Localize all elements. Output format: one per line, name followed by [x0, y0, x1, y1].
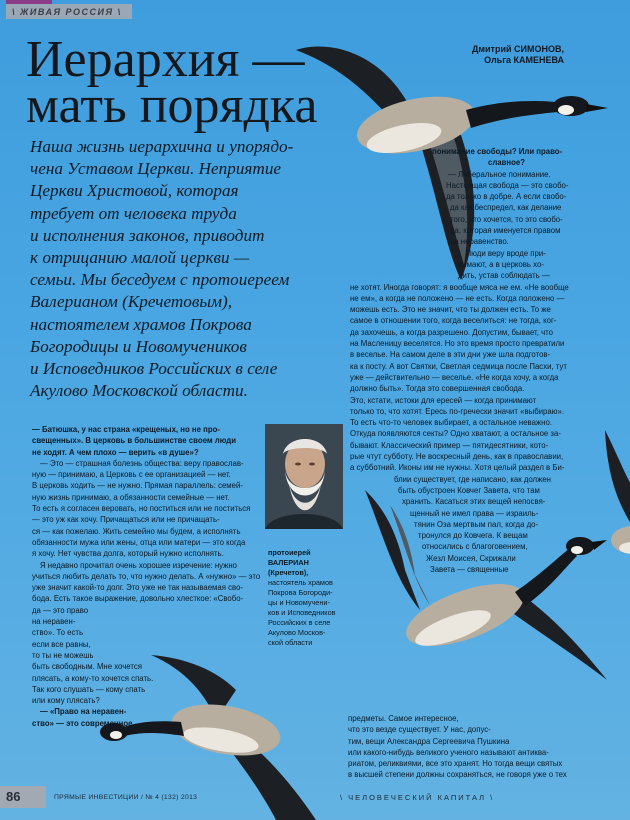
text-line: или кому плясать? — [32, 696, 100, 706]
author-2: Ольга КАМЕНЕВА — [484, 55, 564, 65]
text-line: тянин Оза мертвым пал, когда до- — [414, 519, 539, 529]
lead-line: к отрицанию малой церкви — — [30, 248, 250, 268]
text-line: Настоящая свобода — это свобо- — [446, 180, 569, 190]
text-line: славное? — [488, 158, 525, 168]
text-line: Люди веру вроде при- — [466, 248, 546, 258]
text-line: — Либеральное понимание. — [448, 169, 551, 179]
caption-text-line: ской области — [268, 638, 313, 647]
lead-line: Наша жизнь иерархична и упорядо- — [30, 137, 294, 156]
text-line: не ходят. А чем плохо — верить «в душе»? — [32, 447, 199, 457]
text-line: что это везде существует. У нас, допус- — [348, 725, 491, 735]
text-line: — это уж как хочу. Причащаться или не причащать- — [32, 515, 220, 525]
text-line: плясать, а кому-то хочется спать. — [32, 673, 154, 683]
text-line: Это, кстати, истоки для ересей — когда принимают — [350, 395, 537, 405]
text-line: Откуда появляются секты? Одно хватают, а остальное за- — [350, 429, 561, 439]
text-line: ство» — это современное — [32, 718, 133, 728]
lead-line: Валерианом (Кречетовым), — [30, 292, 232, 312]
text-line: уже — действительно — веселье. «Не когда хочу, а когда — [350, 372, 559, 382]
text-line: ка к посту. А вот Святки, Светлая седмица после Пасхи, тут — [350, 361, 567, 371]
text-line: бывают. Классический пример — пятидесятники, кото- — [350, 440, 549, 450]
text-line: самое в отношении того, когда веселиться: не тогда, ког- — [350, 316, 557, 326]
text-line: щенный не имел права — израиль- — [410, 508, 539, 518]
text-line: да, которая именуется правом — [450, 226, 561, 236]
text-line: да захочешь, а когда разрешено. Допустим, бывает, что — [350, 327, 553, 337]
text-line: — Батюшка, у нас страна «крещеных, но не про- — [32, 425, 220, 434]
lead-line: Акулово Московской области. — [30, 381, 248, 401]
text-line: быть обустроен Ковчег Завета, что там — [398, 485, 540, 495]
text-line: свещенных». В церковь в большинстве своем люди — [32, 436, 237, 446]
byline — [472, 44, 564, 66]
text-line: я хочу. Нет чувства долга, который нужно исполнять. — [32, 549, 224, 559]
footer-section-title: \ ЧЕЛОВЕЧЕСКИЙ КАПИТАЛ \ — [340, 793, 495, 802]
text-line: ную жизнь принимаю, а обязанности семейные — нет. — [32, 492, 230, 502]
text-line: тронулся до Ковчега. К вещам — [418, 531, 528, 541]
text-line: уже значит какой-то долг. Это уже не так называемая сво- — [32, 583, 244, 593]
text-line: в высшей степени должны сохраняться, не говоря уже о тех — [348, 770, 567, 780]
text-line: В церковь ходить — не нужно. Прямая параллель: семей- — [32, 481, 243, 491]
text-line: бода. Есть такое выражение, довольно хлесткое: «Свобо- — [32, 594, 244, 604]
page-title-line-1: Иерархия — — [26, 31, 305, 88]
text-line: — Это — страшная болезнь общества: веру православ- — [40, 458, 244, 468]
text-line: дить, устав соблюдать — — [458, 271, 550, 281]
lead-paragraph — [30, 136, 330, 402]
caption-text-line: Покрова Богороди- — [268, 588, 333, 597]
lead-line: семьи. Мы беседуем с протоиереем — [30, 270, 290, 290]
text-line: Завета — священные — [430, 564, 509, 574]
text-line: на Масленицу веселятся. Но это время просто превратили — [350, 339, 565, 349]
text-line: Так кого слушать — кому спать — [32, 684, 146, 694]
text-line: а субботний. Иконы им не нужны. Хотя целый раздел в Би- — [350, 463, 565, 473]
lead-line: и Исповедников Российских в селе — [30, 359, 278, 379]
text-line: — «Право на неравен- — [40, 707, 127, 717]
text-line: хранить. Касаться этих вещей непосвя- — [402, 497, 546, 507]
article-column-left — [32, 424, 261, 729]
flying-goose-illustration — [595, 420, 630, 570]
caption-text-line: цы и Новомучени- — [268, 598, 330, 607]
lead-line: Церкви Христовой, которая — [30, 181, 239, 201]
text-line: на неравен- — [32, 617, 76, 627]
text-line: обязанности мужа или жены, отца или матери — это когда — [32, 537, 246, 547]
text-line: Жезл Моисея, Скрижали — [426, 553, 516, 563]
text-line: ство». То есть — [32, 628, 84, 638]
text-line: того, что хочется, то это свобо- — [450, 214, 563, 224]
text-line: тим, вещи Александра Сергеевича Пушкина — [348, 736, 510, 746]
text-line: ся — как пожелаю. Жить семейно мы будем, а исполнять — [32, 526, 241, 536]
text-line: понимание свободы? Или право- — [432, 147, 563, 156]
text-line: блии существует, где написано, как должен — [394, 474, 551, 484]
lead-line: Богородицы и Новомучеников — [30, 336, 247, 356]
caption-title-line: протоиерей — [268, 548, 311, 557]
text-line: на неравенство. — [450, 237, 509, 247]
article-column-right-bottom — [348, 713, 580, 781]
text-line: в веселье. На самом деле в эти дни уже шла подготов- — [350, 350, 551, 360]
text-line: Я недавно прочитал очень хорошее изречение: нужно — [40, 560, 238, 570]
lead-line: настоятелем храмов Покрова — [30, 314, 252, 334]
caption-text-line: ков и Исповедников — [268, 608, 336, 617]
text-line: да только в добре. А если свобо- — [446, 192, 567, 202]
text-line: должно быть». Тогда это совершенная свобода. — [350, 384, 525, 394]
text-line: быть свободным. Мне хочется — [32, 662, 142, 672]
article-column-right — [350, 146, 582, 575]
text-line: не хотят. Иногда говорят: я вообще мяса не ем. «Не вообще — [350, 282, 569, 292]
magazine-issue: ПРЯМЫЕ ИНВЕСТИЦИИ / № 4 (132) 2013 — [54, 794, 198, 801]
text-line: риатом, реликвиями, все это хранят. Но тогда вещи святых — [348, 759, 563, 769]
lead-line: чена Уставом Церкви. Неприятие — [30, 159, 282, 179]
text-line: ную — принимаю, а Церковь с ее организацией — нет. — [32, 470, 231, 480]
priest-portrait-photo — [265, 424, 343, 529]
text-line: не ем», а когда не положено — не есть. Когда положено — — [350, 293, 565, 303]
text-line: предметы. Самое интересное, — [348, 714, 459, 723]
photo-caption — [268, 548, 348, 648]
text-line: относились с благоговением, — [422, 542, 528, 552]
caption-title-line: (Кречетов), — [268, 568, 309, 577]
section-rubric: \ ЖИВАЯ РОССИЯ \ — [6, 4, 132, 19]
text-line: только то, что хотят. Ересь по-гречески значит «выбираю». — [350, 406, 565, 416]
page-number: 86 — [6, 789, 21, 804]
text-line: учиться любить делать то, что нужно делать. А «нужно» — это — [32, 571, 261, 581]
text-line: То есть что-то человек выбирает, а остальное неважно. — [350, 418, 552, 428]
text-line: то ты не можешь — [32, 650, 94, 660]
text-line: да как беспредел, как делание — [450, 203, 562, 213]
caption-text-line: Российских в селе — [268, 618, 331, 627]
text-line: да — это право — [32, 605, 89, 615]
text-line: если все равны, — [32, 639, 91, 649]
lead-line: требует от человека труда — [30, 203, 237, 223]
page-title-line-2: мать порядка — [26, 77, 318, 134]
portrait-image — [265, 424, 343, 529]
caption-text-line: настоятель храмов — [268, 578, 333, 587]
text-line: можешь есть. Это не значит, что ты должен есть. То же — [350, 305, 551, 315]
caption-title-line: ВАЛЕРИАН — [268, 558, 309, 567]
text-line: То есть я согласен веровать, но поститься или не поститься — [32, 504, 251, 514]
text-line: рые чтут субботу. Не воскресный день, как в православии, — [350, 452, 564, 462]
lead-line: и исполнения законов, приводит — [30, 225, 265, 245]
caption-text-line: Акулово Москов- — [268, 628, 326, 637]
author-1: Дмитрий СИМОНОВ, — [471, 44, 564, 54]
text-line: нимают, а в церковь хо- — [458, 259, 544, 269]
text-line: или какого-нибудь великого ученого называют антиква- — [348, 747, 549, 757]
